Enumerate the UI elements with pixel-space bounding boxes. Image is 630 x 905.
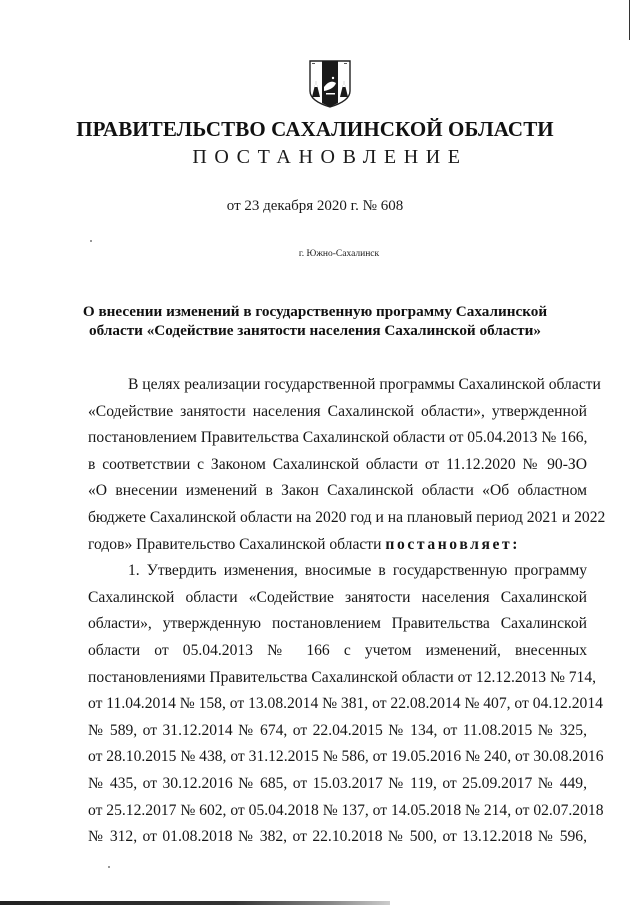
document-type: ПОСТАНОВЛЕНИЕ xyxy=(192,146,468,168)
document-body xyxy=(88,372,606,851)
preamble-line: «О внесении изменений в Закон Сахалинской области «Об областном xyxy=(88,482,587,500)
item1-line: от 25.12.2017 № 602, от 05.04.2018 № 137, от 14.05.2018 № 214, от 02.07.2018 xyxy=(88,801,604,819)
preamble-last-line xyxy=(88,532,587,559)
item1-line: 1. Утвердить изменения, вносимые в государственную программу xyxy=(128,562,587,580)
item1-line: области», утвержденную постановлением Правительства Сахалинской xyxy=(88,615,587,633)
item1-line: от 28.10.2015 № 438, от 31.12.2015 № 586, от 19.05.2016 № 240, от 30.08.2016 xyxy=(88,748,604,766)
preamble-last-line-text: годов» Правительство Сахалинской области xyxy=(88,535,386,553)
preamble-line: В целях реализации государственной программы Сахалинской области xyxy=(128,376,601,393)
document-city: г. Южно-Сахалинск xyxy=(298,249,380,259)
scan-speck xyxy=(90,240,92,242)
sakhalin-coat-of-arms-icon xyxy=(306,57,354,109)
scan-bottom-edge xyxy=(0,901,390,905)
item1-line: Сахалинской области «Содействие занятости населения Сахалинской xyxy=(88,588,587,606)
item1-line: № 435, от 30.12.2016 № 685, от 15.03.2017 № 119, от 25.09.2017 № 449, xyxy=(88,774,587,792)
scan-speck xyxy=(108,866,110,868)
subject-line: О внесении изменений в государственную программу Сахалинской xyxy=(82,303,548,320)
item1-line: постановлениями Правительства Сахалинской области от 12.12.2013 № 714, xyxy=(88,668,597,686)
organization-title: ПРАВИТЕЛЬСТВО САХАЛИНСКОЙ ОБЛАСТИ xyxy=(76,117,554,141)
subject-line: области «Содействие занятости населения Сахалинской области» xyxy=(89,322,541,339)
preamble-line: «Содействие занятости населения Сахалинской области», утвержденной xyxy=(88,402,587,420)
resolves-word: постановляет: xyxy=(385,535,521,553)
document-date-number: от 23 декабря 2020 г. № 608 xyxy=(226,198,404,214)
item1-line: № 312, от 01.08.2018 № 382, от 22.10.2018 № 500, от 13.12.2018 № 596, xyxy=(88,828,587,846)
preamble-line: в соответствии с Законом Сахалинской области от 11.12.2020 № 90-ЗО xyxy=(88,455,587,473)
document-subject xyxy=(0,302,630,340)
item1-line: от 11.04.2014 № 158, от 13.08.2014 № 381, от 22.08.2014 № 407, от 04.12.2014 xyxy=(88,695,603,713)
item1-line: № 589, от 31.12.2014 № 674, от 22.04.2015 № 134, от 11.08.2015 № 325, xyxy=(88,721,587,739)
preamble-line: постановлением Правительства Сахалинской области от 05.04.2013 № 166, xyxy=(88,429,588,447)
item1-line: области от 05.04.2013 № 166 с учетом изменений, внесенных xyxy=(88,641,587,659)
preamble-line: бюджете Сахалинской области на 2020 год и на плановый период 2021 и 2022 xyxy=(88,508,606,526)
